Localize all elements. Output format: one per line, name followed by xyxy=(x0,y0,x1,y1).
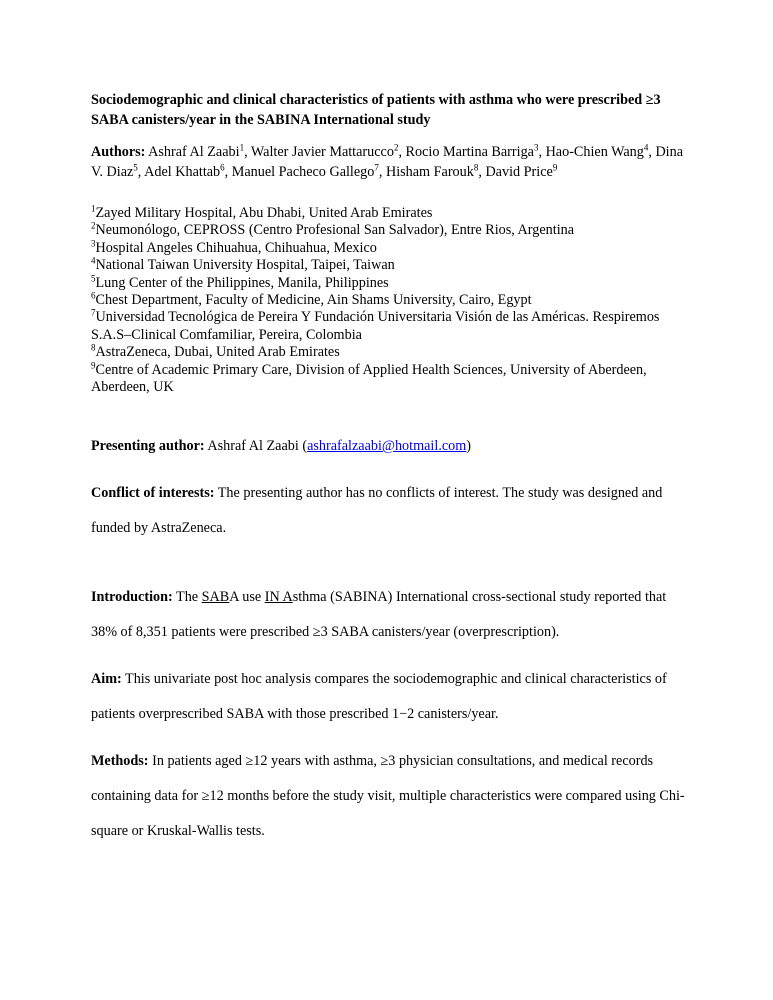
affiliation-text: Chest Department, Faculty of Medicine, Ain Shams University, Cairo, Egypt xyxy=(95,292,532,309)
introduction-text-rest: sthma (SABINA) International cross-sectional study reported that 38% of 8,351 patients were prescribed ≥3 SABA canisters/year (overprescription). xyxy=(91,589,667,640)
affiliation-number: 6 xyxy=(91,290,96,301)
author: Dina V. Diaz xyxy=(91,144,684,180)
introduction-underline-1: SAB xyxy=(201,589,230,605)
author-affiliation-number: 2 xyxy=(393,142,399,153)
introduction-underline-2: IN A xyxy=(264,589,293,605)
author: Manuel Pacheco Gallego xyxy=(231,164,375,180)
affiliation-text: AstraZeneca, Dubai, United Arab Emirates xyxy=(95,344,340,361)
affiliation-item xyxy=(91,309,691,344)
affiliation-item xyxy=(91,272,691,292)
author: Adel Khattab xyxy=(144,164,221,180)
paren-close: ) xyxy=(466,438,472,454)
affiliation-number: 4 xyxy=(91,255,96,266)
aim xyxy=(91,662,691,732)
affiliation-number: 1 xyxy=(91,203,96,214)
author-affiliation-number: 5 xyxy=(133,162,138,173)
affiliation-text: Zayed Military Hospital, Abu Dhabi, United Arab Emirates xyxy=(95,205,433,221)
author: Ashraf Al Zaabi xyxy=(148,144,240,160)
affiliation-text: Universidad Tecnológica de Pereira Y Fundación Universitaria Visión de las Américas. Respiremos S.A.S–Clinical Comfamiliar, Pereira, Colombia xyxy=(91,309,660,343)
affiliation-number: 8 xyxy=(91,342,96,353)
affiliations-list xyxy=(91,205,691,396)
affiliation-item xyxy=(91,222,691,239)
aim-label: Aim: xyxy=(91,671,122,687)
author-affiliation-number: 6 xyxy=(220,162,225,173)
methods-text: In patients aged ≥12 years with asthma, ≥3 physician consultations, and medical records containing data for ≥12 months before the study visit, multiple characteristics were compared using Chi-square or Kruskal-Wallis tests. xyxy=(91,753,685,839)
author-affiliation-number: 8 xyxy=(473,162,479,173)
presenting-author xyxy=(91,436,691,456)
authors-line xyxy=(91,142,691,182)
authors-label: Authors: xyxy=(91,144,146,160)
author-affiliation-number: 1 xyxy=(239,142,245,153)
introduction-label: Introduction: xyxy=(91,589,173,605)
author: Walter Javier Mattarucco xyxy=(250,144,394,160)
presenting-author-label: Presenting author: xyxy=(91,438,205,454)
affiliation-number: 7 xyxy=(91,307,96,318)
author-affiliation-number: 3 xyxy=(533,142,539,153)
affiliation-text: Hospital Angeles Chihuahua, Chihuahua, Mexico xyxy=(95,239,377,256)
affiliation-text: Lung Center of the Philippines, Manila, Philippines xyxy=(95,274,389,291)
author: David Price xyxy=(485,164,553,180)
introduction-text-mid: A use xyxy=(229,589,262,605)
methods-label: Methods: xyxy=(91,753,149,769)
affiliation-item xyxy=(91,257,691,274)
abstract-title: Sociodemographic and clinical characteristics of patients with asthma who were prescribed ≥3 SABA canisters/year in the SABINA International study xyxy=(91,92,661,128)
affiliation-text: Neumonólogo, CEPROSS (Centro Profesional San Salvador), Entre Rios, Argentina xyxy=(95,222,575,239)
author-affiliation-number: 4 xyxy=(643,142,649,153)
affiliation-item xyxy=(91,205,691,222)
affiliation-item xyxy=(91,359,691,397)
introduction-text-pre: The xyxy=(176,589,199,605)
aim-text: This univariate post hoc analysis compares the sociodemographic and clinical characteristics of patients overprescribed SABA with those prescribed 1−2 canisters/year. xyxy=(91,671,667,722)
presenting-author-name: Ashraf Al Zaabi xyxy=(207,438,299,454)
author-affiliation-number: 9 xyxy=(552,162,558,173)
introduction xyxy=(91,580,691,650)
author: Hisham Farouk xyxy=(385,164,474,180)
affiliation-number: 2 xyxy=(91,220,96,231)
affiliation-item xyxy=(91,344,691,361)
author: Rocio Martina Barriga xyxy=(405,144,534,160)
conflict-label: Conflict of interests: xyxy=(91,485,215,501)
paren-open: ( xyxy=(302,438,308,454)
affiliation-item xyxy=(91,240,691,257)
methods xyxy=(91,744,691,849)
affiliation-number: 5 xyxy=(91,272,96,283)
affiliation-number: 3 xyxy=(91,238,96,249)
presenting-author-email[interactable]: ashrafalzaabi@hotmail.com xyxy=(307,438,467,454)
conflict-of-interests xyxy=(91,476,691,546)
author-affiliation-number: 7 xyxy=(374,162,379,173)
affiliation-number: 9 xyxy=(91,359,96,370)
affiliation-item xyxy=(91,292,691,309)
conflict-text: The presenting author has no conflicts of interest. The study was designed and funded by AstraZeneca. xyxy=(91,485,663,536)
affiliation-text: Centre of Academic Primary Care, Division of Applied Health Sciences, University of Aberdeen, Aberdeen, UK xyxy=(91,361,647,396)
author: Hao-Chien Wang xyxy=(545,144,644,160)
author-list: Ashraf Al Zaabi$^1$, Walter Javier Mattarucco$^2$, Rocio Martina Barriga$^3$, Hao-Chien Wang$^4$, Dina V. Diaz$^5$, Adel Khattab$^6$, Manuel Pacheco Gallego$^7$, Hisham Farouk$^8$, David Price$^9$ xyxy=(91,142,684,180)
affiliation-text: National Taiwan University Hospital, Taipei, Taiwan xyxy=(95,257,395,274)
